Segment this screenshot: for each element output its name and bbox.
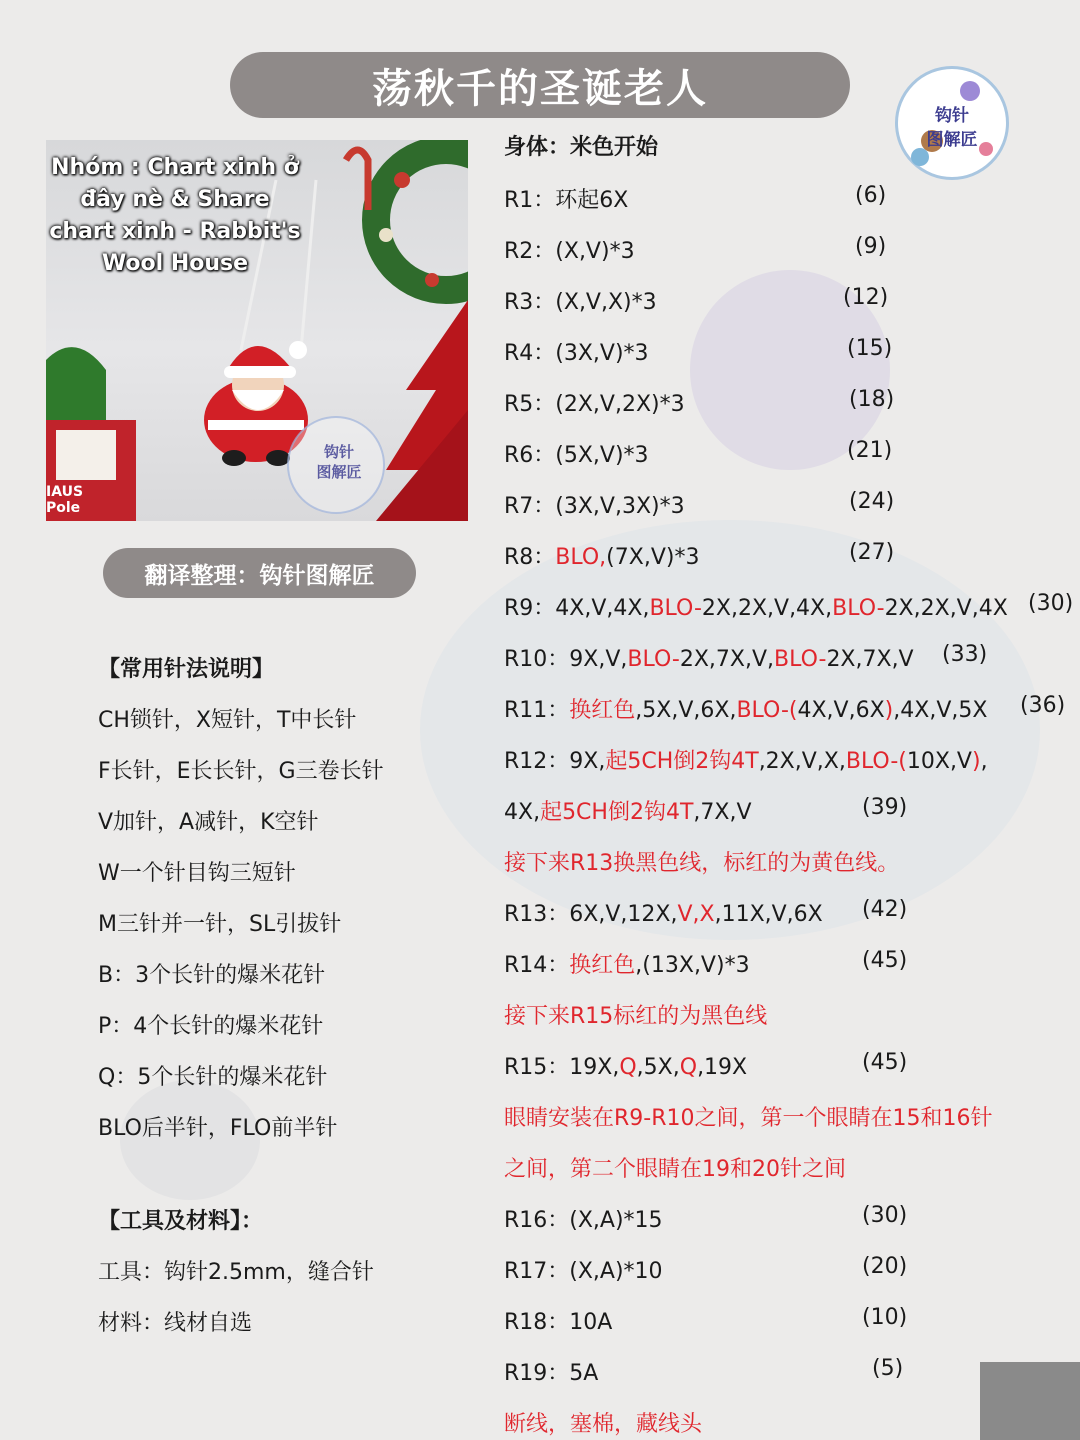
row-text: R11： (504, 698, 570, 723)
tools-line: 工具：钩针2.5mm，缝合针 (98, 1260, 374, 1285)
row-text: R5：(2X,V,2X)*3 (504, 392, 685, 417)
row-text: R14： (504, 953, 570, 978)
row-highlight-text: 换红色 (569, 953, 636, 978)
row-text: ,11X,V,6X (714, 902, 823, 927)
stitch-legend-item: P：4个长针的爆米花针 (98, 1014, 324, 1039)
stitch-count: (45) (862, 948, 908, 973)
stitch-count: (36) (1020, 693, 1066, 718)
stitch-legend-item: M三针并一针，SL引拔针 (98, 912, 342, 937)
row-highlight-text: 接下来R15标红的为黑色线 (504, 1004, 768, 1029)
row-highlight-text: 之间，第二个眼睛在19和20针之间 (504, 1157, 846, 1182)
pattern-row (504, 489, 685, 520)
stitch-count: (6) (855, 183, 887, 208)
row-highlight-text: BLO-( (736, 698, 798, 723)
pattern-row (504, 1152, 846, 1183)
stitch-legend-item: F长针，E长长针，G三卷长针 (98, 759, 384, 784)
mailbox-label-line1: IAUS (46, 484, 84, 500)
row-text: R12：9X, (504, 749, 606, 774)
row-text: R8： (504, 545, 556, 570)
row-highlight-text: Q (619, 1055, 637, 1080)
pattern-row (504, 1050, 747, 1081)
row-highlight-text: BLO- (832, 596, 885, 621)
stitch-count: (27) (849, 540, 895, 565)
row-text: , (980, 749, 988, 774)
row-text: R15：19X, (504, 1055, 620, 1080)
row-text: 2X,2X,V,4X, (701, 596, 833, 621)
row-text: 4X,V,6X (797, 698, 885, 723)
row-text: (7X,V)*3 (606, 545, 700, 570)
photo-watermark (308, 442, 370, 482)
row-highlight-text: BLO- (649, 596, 702, 621)
pattern-row (504, 999, 767, 1030)
row-highlight-text: 起5CH倒2钩4T (540, 800, 694, 825)
stitch-count: (30) (862, 1203, 908, 1228)
row-text: R3：(X,V,X)*3 (504, 290, 657, 315)
stitch-legend-item: Q：5个长针的爆米花针 (98, 1065, 328, 1090)
photo-caption (46, 152, 304, 280)
stitch-count: (15) (847, 336, 893, 361)
pattern-row (504, 540, 699, 571)
pattern-row (504, 642, 914, 673)
body-section-header: 身体：米色开始 (504, 135, 659, 160)
stitch-legend-item: W一个针目钩三短针 (98, 861, 296, 886)
stitch-count: (20) (862, 1254, 908, 1279)
row-text: R18：10A (504, 1310, 613, 1335)
pattern-row (504, 234, 635, 265)
stitch-legend-item: B：3个长针的爆米花针 (98, 963, 326, 988)
pattern-row (504, 1407, 702, 1438)
stitch-count: (30) (1028, 591, 1074, 616)
translator-banner (103, 548, 416, 598)
pattern-row (504, 693, 987, 724)
mailbox-label-line2: Pole (46, 500, 81, 516)
pattern-row (504, 795, 752, 826)
product-photo (46, 140, 468, 521)
stitch-count: (9) (855, 234, 887, 259)
row-highlight-text: 起5CH倒2钩4T (605, 749, 759, 774)
row-text: ,5X, (636, 1055, 680, 1080)
pattern-row (504, 438, 649, 469)
photo-caption-line2: đây nè & Share (80, 187, 270, 212)
pattern-row (504, 948, 750, 979)
logo-line2: 图解匠 (926, 130, 978, 150)
pattern-row (504, 846, 899, 877)
brand-logo (895, 66, 1009, 180)
row-text: R2：(X,V)*3 (504, 239, 635, 264)
row-highlight-text: ) (971, 749, 981, 774)
pattern-row (504, 744, 988, 775)
stitch-count: (18) (849, 387, 895, 412)
pattern-row (504, 387, 685, 418)
row-text: R10：9X,V, (504, 647, 628, 672)
row-text: ,4X,V,5X (893, 698, 988, 723)
row-text: ,(13X,V)*3 (635, 953, 750, 978)
row-text: 10X,V (906, 749, 972, 774)
row-highlight-text: BLO- (774, 647, 827, 672)
row-highlight-text: BLO-( (845, 749, 907, 774)
stitch-legend-item: V加针，A减针，K空针 (98, 810, 319, 835)
pattern-row (504, 285, 657, 316)
page-title-banner (230, 52, 850, 118)
pattern-row (504, 897, 823, 928)
row-highlight-text: 断线，塞棉，藏线头 (504, 1412, 703, 1437)
row-text: 4X, (504, 800, 541, 825)
row-text: 2X,7X,V, (679, 647, 774, 672)
row-text: R17：(X,A)*10 (504, 1259, 663, 1284)
row-text: R7：(3X,V,3X)*3 (504, 494, 685, 519)
logo-line1: 钩针 (935, 106, 969, 126)
row-text: R13：6X,V,12X, (504, 902, 678, 927)
pattern-row (504, 1254, 663, 1285)
stitch-count: (5) (872, 1356, 904, 1381)
materials-line: 材料：线材自选 (98, 1311, 253, 1336)
photo-caption-line4: Wool House (101, 251, 249, 276)
row-highlight-text: ) (884, 698, 894, 723)
row-highlight-text: BLO- (627, 647, 680, 672)
stitch-count: (21) (847, 438, 893, 463)
photo-watermark-line1: 钩针 (323, 443, 354, 461)
materials-header: 【工具及材料】： (98, 1209, 264, 1234)
row-text: R19：5A (504, 1361, 599, 1386)
translator-credit: 翻译整理：钩针图解匠 (144, 562, 375, 589)
row-highlight-text: 眼睛安装在R9-R10之间，第一个眼睛在15和16针 (504, 1106, 993, 1131)
row-highlight-text: Q (679, 1055, 698, 1080)
row-highlight-text: 换红色 (569, 698, 636, 723)
stitch-count: (12) (843, 285, 889, 310)
stitch-count: (33) (942, 642, 988, 667)
background-watermark-circle (420, 520, 1040, 940)
row-text: R1：环起6X (504, 188, 629, 213)
photo-caption-line3: chart xinh - Rabbit's (49, 219, 301, 244)
stitch-count: (42) (862, 897, 908, 922)
row-text: ,7X,V (693, 800, 752, 825)
stitch-count: (10) (862, 1305, 908, 1330)
pattern-row (504, 1203, 663, 1234)
photo-watermark-line2: 图解匠 (316, 463, 362, 481)
stitch-legend-header: 【常用针法说明】 (98, 657, 275, 682)
row-text: R6：(5X,V)*3 (504, 443, 649, 468)
stitch-legend-item: CH锁针，X短针，T中长针 (98, 708, 357, 733)
row-text: 2X,2X,V,4X (884, 596, 1008, 621)
stitch-count: (24) (849, 489, 895, 514)
row-text: ,5X,V,6X, (635, 698, 737, 723)
pattern-row (504, 183, 628, 214)
pattern-row (504, 1305, 612, 1336)
row-text: 2X,7X,V (826, 647, 914, 672)
stitch-legend-item: BLO后半针，FLO前半针 (98, 1116, 338, 1141)
stitch-count: (45) (862, 1050, 908, 1075)
pattern-row (504, 591, 1008, 622)
row-highlight-text: BLO, (555, 545, 607, 570)
row-highlight-text: 接下来R13换黑色线，标红的为黄色线。 (504, 851, 900, 876)
corner-overlay (980, 1362, 1080, 1440)
pattern-row (504, 1356, 598, 1387)
page-title: 荡秋千的圣诞老人 (372, 65, 708, 112)
row-text: R16：(X,A)*15 (504, 1208, 663, 1233)
row-text: R9：4X,V,4X, (504, 596, 650, 621)
row-text: ,2X,V,X, (758, 749, 846, 774)
stitch-count: (39) (862, 795, 908, 820)
row-highlight-text: V,X (677, 902, 715, 927)
row-text: R4：(3X,V)*3 (504, 341, 649, 366)
row-text: ,19X (697, 1055, 748, 1080)
pattern-row (504, 1101, 993, 1132)
mailbox-label (46, 484, 83, 516)
photo-caption-line1: Nhóm : Chart xinh ở (51, 155, 299, 180)
pattern-row (504, 336, 649, 367)
